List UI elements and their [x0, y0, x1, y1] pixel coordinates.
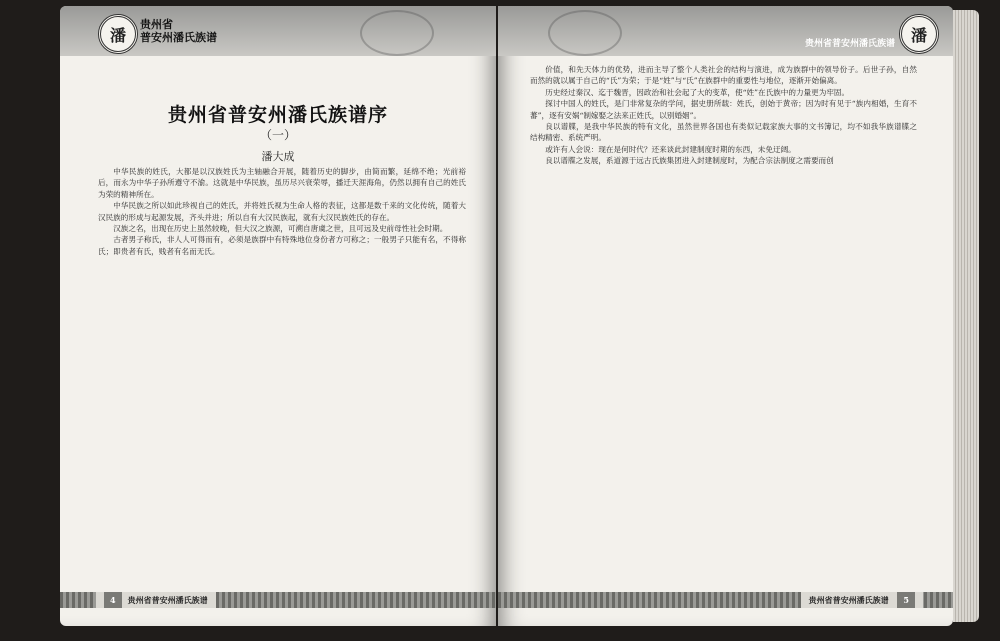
logo-char: 潘 — [109, 25, 126, 45]
running-title: 贵州省普安州潘氏族谱 — [804, 39, 895, 49]
right-header-band — [498, 6, 953, 56]
page-edges — [953, 10, 979, 622]
page-title: 贵州省普安州潘氏族谱序 — [167, 104, 388, 126]
right-body-text — [530, 64, 917, 167]
brand-line-2: 普安州潘氏族谱 — [140, 31, 217, 44]
page-number: 5 — [897, 592, 915, 608]
paragraph: 良以谱牒，是我中华民族的特有文化，虽然世界各国也有类似记载家族大事的文书簿记，均不如我华族谱牒之结构精密、系统严明。 — [530, 122, 917, 143]
clan-logo-icon — [98, 14, 138, 54]
clan-logo-icon — [899, 14, 939, 54]
right-page — [498, 6, 953, 626]
paragraph: 中华民族之所以如此珍视自己的姓氏，并将姓氏视为生命人格的表征，这都是数千来的文化传统，随着大汉民族的形成与起源发展，齐头并进；所以自有大汉民族起，就有大汉民族姓氏的存在。 — [98, 201, 466, 222]
left-header-band — [60, 6, 496, 56]
paragraph: 良以谱牒之发展，系道源于远古氏族集团进入封建制度时，为配合宗法制度之需要而创 — [545, 156, 834, 166]
paragraph: 历史经过秦汉、迄于魏晋，因政治和社会起了大的变革，使“姓”在氏族中的力量更为牢固。 — [545, 87, 850, 97]
footer-tag — [801, 592, 923, 608]
page-number: 4 — [104, 592, 122, 608]
footer-title: 贵州省普安州潘氏族谱 — [127, 595, 208, 605]
brand-line-1: 贵州省 — [140, 18, 173, 31]
paragraph: 或许有人会说：现在是何时代？还来谈此封建制度时期的东西，未免迂阔。 — [545, 144, 796, 154]
paragraph: 价值，和先天体力的优势，进而主导了整个人类社会的结构与演进，成为族群中的领导份子。后世子孙，自然而然的就以属于自己的“氏”为荣；于是“姓”与“氏”在族群中的重要性与地位，逐渐开始偏离。 — [530, 65, 917, 86]
open-book — [60, 6, 990, 634]
paragraph: 探讨中国人的姓氏，是门非常复杂的学问，据史册所载：姓氏，创始于黄帝；因为时有见于“族内相婚，生育不蕃”，逐有安娲“制嫁娶之法来正姓氏，以别婚姻”。 — [530, 99, 917, 120]
logo-char: 潘 — [910, 25, 927, 45]
left-page — [60, 6, 496, 626]
paragraph: 汉族之名，出现在历史上虽然较晚，但大汉之族源，可溯自唐虞之世，且可远及史前母性社会时期。 — [113, 224, 448, 234]
footer-tag — [96, 592, 216, 608]
left-body-text — [98, 166, 466, 257]
decorative-swirl-icon — [548, 10, 622, 56]
page-subtitle: （一） — [259, 128, 296, 142]
paragraph: 古者男子称氏，非人人可得而有，必须是族群中有特殊地位身份者方可称之；一般男子只能有名，不得称氏；即贵者有氏，贱者有名而无氏。 — [98, 235, 466, 256]
footer-title: 贵州省普安州潘氏族谱 — [808, 595, 889, 605]
left-footer — [60, 592, 496, 608]
brand-text — [140, 18, 217, 44]
paragraph: 中华民族的姓氏，大都是以汉族姓氏为主轴融合开展，随着历史的脚步，由简而繁，延绵不绝；光前裕后，而永为中华子孙所遵守不渝。这就是中华民族，虽历尽兴衰荣辱，播迁天涯海角，仍然以拥有自己的姓氏为荣的精神所在。 — [98, 167, 466, 199]
right-footer — [498, 592, 953, 608]
author-name: 潘大成 — [261, 150, 295, 163]
decorative-swirl-icon — [360, 10, 434, 56]
